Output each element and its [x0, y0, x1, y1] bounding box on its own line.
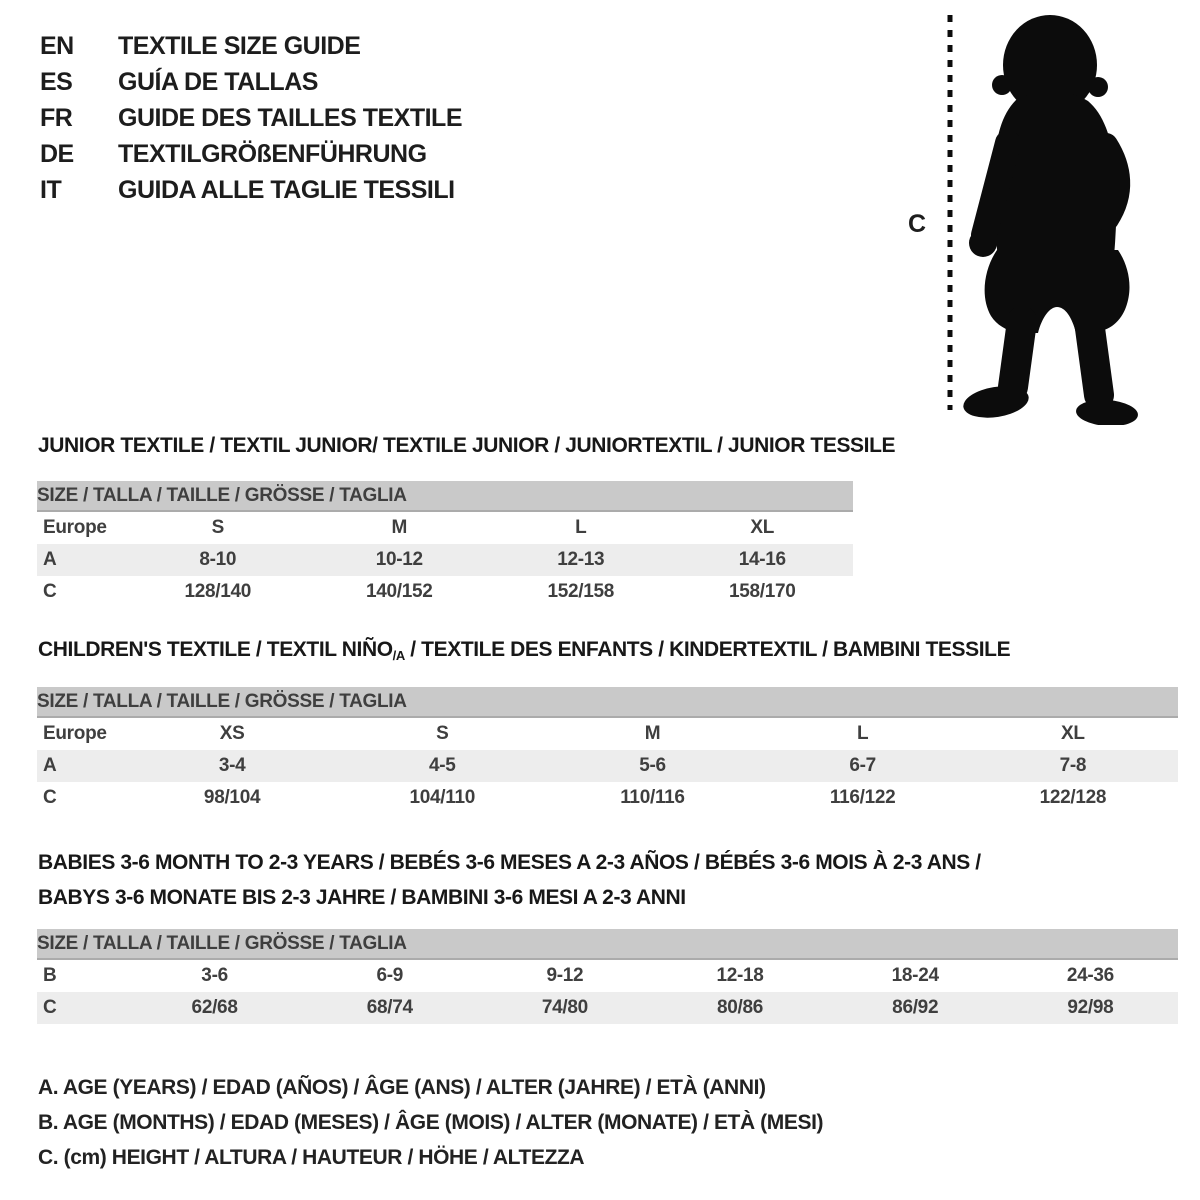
table-cell: 10-12 — [309, 544, 491, 576]
row-label: Europe — [43, 723, 107, 744]
language-title: GUIDE DES TAILLES TEXTILE — [118, 104, 463, 132]
language-row-it — [40, 172, 462, 208]
row-label: A — [37, 544, 127, 576]
table-cell: S — [211, 517, 224, 538]
legend-line-a: A. AGE (YEARS) / EDAD (AÑOS) / ÂGE (ANS) / ALTER (JAHRE) / ETÀ (ANNI) — [38, 1076, 766, 1099]
table-cell: 104/110 — [409, 787, 476, 808]
language-row-en — [40, 28, 462, 64]
table-cell: 92/98 — [1003, 992, 1178, 1024]
table-cell: L — [857, 723, 869, 744]
language-title: TEXTILGRÖßENFÜHRUNG — [118, 140, 427, 168]
table-cell: 98/104 — [203, 787, 261, 808]
table-cell: 18-24 — [891, 965, 939, 986]
table-row-europe — [37, 717, 1178, 750]
toddler-silhouette — [961, 15, 1139, 425]
table-cell: 12-18 — [716, 965, 764, 986]
table-row-height — [37, 992, 1178, 1024]
table-cell: M — [391, 517, 408, 538]
junior-size-table — [37, 481, 853, 608]
children-size-table — [37, 687, 1178, 814]
table-cell: 24-36 — [1066, 965, 1114, 986]
size-header-bar: SIZE / TALLA / TAILLE / GRÖSSE / TAGLIA — [37, 929, 1178, 959]
row-label: Europe — [43, 517, 107, 538]
table-cell: XS — [219, 723, 245, 744]
table-cell: 8-10 — [127, 544, 309, 576]
language-code: DE — [40, 140, 74, 168]
language-code: EN — [40, 32, 74, 60]
row-label: B — [43, 965, 57, 986]
table-cell: 62/68 — [127, 992, 302, 1024]
table-cell: XL — [750, 517, 775, 538]
children-section-title — [38, 638, 1010, 662]
size-header-row — [37, 929, 1178, 959]
table-cell: 5-6 — [547, 750, 757, 782]
table-cell: 9-12 — [546, 965, 584, 986]
table-cell: 14-16 — [672, 544, 854, 576]
children-title-subscript: /A — [392, 648, 405, 663]
children-title-text: CHILDREN'S TEXTILE / TEXTIL NIÑO — [38, 638, 393, 661]
language-code: ES — [40, 68, 73, 96]
row-label: A — [37, 750, 127, 782]
table-cell: XL — [1061, 723, 1085, 744]
table-cell: 12-13 — [490, 544, 672, 576]
table-row-age — [37, 544, 853, 576]
legend-line-b: B. AGE (MONTHS) / EDAD (MESES) / ÂGE (MOIS) / ALTER (MONATE) / ETÀ (MESI) — [38, 1111, 824, 1134]
table-cell: 6-7 — [758, 750, 968, 782]
table-cell: M — [644, 723, 661, 744]
table-cell: 3-4 — [127, 750, 337, 782]
babies-section-title — [38, 845, 981, 915]
table-row-age — [37, 750, 1178, 782]
language-title: GUIDA ALLE TAGLIE TESSILI — [118, 176, 455, 204]
legend-line-c: C. (cm) HEIGHT / ALTURA / HAUTEUR / HÖHE / ALTEZZA — [38, 1146, 585, 1169]
size-header-row — [37, 481, 853, 511]
row-label: C — [43, 581, 57, 602]
table-cell: 68/74 — [302, 992, 477, 1024]
table-cell: 110/116 — [620, 787, 685, 808]
table-cell: 152/158 — [547, 581, 615, 602]
language-code: FR — [40, 104, 73, 132]
table-cell: 128/140 — [184, 581, 252, 602]
table-cell: 86/92 — [828, 992, 1003, 1024]
junior-section-title: JUNIOR TEXTILE / TEXTIL JUNIOR/ TEXTILE JUNIOR / JUNIORTEXTIL / JUNIOR TESSILE — [38, 434, 896, 457]
language-title: TEXTILE SIZE GUIDE — [118, 32, 361, 60]
language-title: GUÍA DE TALLAS — [118, 68, 318, 96]
height-measure-label: C — [908, 210, 927, 238]
babies-title-line1: BABIES 3-6 MONTH TO 2-3 YEARS / BEBÉS 3-6 MESES A 2-3 AÑOS / BÉBÉS 3-6 MOIS À 2-3 ANS / — [38, 851, 981, 874]
row-label: C — [43, 787, 57, 808]
table-cell: S — [436, 723, 449, 744]
table-cell: 158/170 — [728, 581, 796, 602]
size-header-bar: SIZE / TALLA / TAILLE / GRÖSSE / TAGLIA — [37, 687, 1178, 717]
table-row-europe — [37, 511, 853, 544]
table-cell: 4-5 — [337, 750, 547, 782]
table-cell: 80/86 — [652, 992, 827, 1024]
language-title-block — [40, 28, 462, 208]
language-row-fr — [40, 100, 462, 136]
language-code: IT — [40, 176, 62, 204]
language-row-es — [40, 64, 462, 100]
table-cell: 74/80 — [477, 992, 652, 1024]
row-label: C — [37, 992, 127, 1024]
table-row-height — [37, 782, 1178, 814]
table-cell: 140/152 — [365, 581, 433, 602]
table-cell: L — [575, 517, 587, 538]
table-cell: 3-6 — [201, 965, 228, 986]
children-title-text: / TEXTILE DES ENFANTS / KINDERTEXTIL / BAMBINI TESSILE — [404, 638, 1011, 661]
table-cell: 122/128 — [1039, 787, 1107, 808]
table-cell: 7-8 — [968, 750, 1178, 782]
toddler-silhouette-graphic — [900, 5, 1160, 425]
table-cell: 116/122 — [829, 787, 896, 808]
table-row-height — [37, 576, 853, 608]
language-row-de — [40, 136, 462, 172]
table-row-months — [37, 959, 1178, 992]
size-header-row — [37, 687, 1178, 717]
babies-title-line2: BABYS 3-6 MONATE BIS 2-3 JAHRE / BAMBINI 3-6 MESI A 2-3 ANNI — [38, 886, 686, 909]
size-header-bar: SIZE / TALLA / TAILLE / GRÖSSE / TAGLIA — [37, 481, 853, 511]
babies-size-table — [37, 929, 1178, 1024]
table-cell: 6-9 — [376, 965, 404, 986]
measurement-legend — [38, 1070, 823, 1175]
